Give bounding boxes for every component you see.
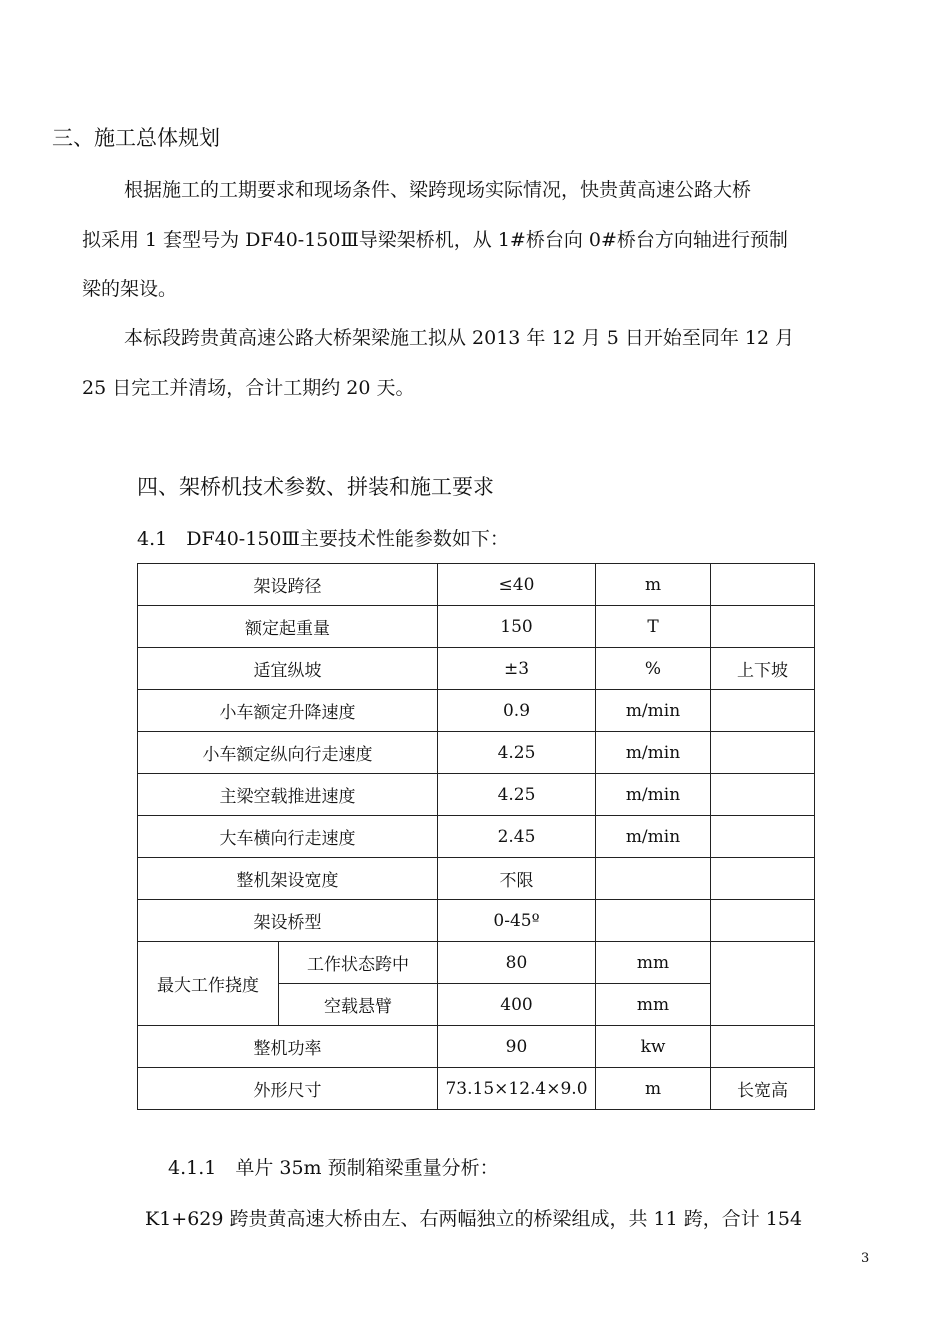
param-value: 2.45 [438, 816, 596, 858]
param-note [711, 774, 815, 816]
param-name: 额定起重量 [138, 606, 438, 648]
param-sub-name: 空载悬臂 [279, 984, 438, 1026]
param-value: ±3 [438, 648, 596, 690]
param-note [711, 816, 815, 858]
table-row [138, 648, 815, 690]
section-3-heading: 三、施工总体规划 [52, 126, 220, 150]
param-name: 整机架设宽度 [138, 858, 438, 900]
param-value: ≤40 [438, 564, 596, 606]
table-row [138, 774, 815, 816]
table-row [138, 690, 815, 732]
table-row [138, 858, 815, 900]
param-name: 主梁空载推进速度 [138, 774, 438, 816]
param-value: 4.25 [438, 732, 596, 774]
param-value: 0-45º [438, 900, 596, 942]
param-unit: kw [596, 1026, 711, 1068]
param-unit: m/min [596, 732, 711, 774]
spec-table [137, 563, 815, 1110]
paragraph-line: 根据施工的工期要求和现场条件、梁跨现场实际情况，快贵黄高速公路大桥 [124, 179, 752, 201]
param-unit: mm [596, 984, 711, 1026]
table-row [138, 1026, 815, 1068]
param-note [711, 1026, 815, 1068]
table-row [138, 900, 815, 942]
table-row [138, 564, 815, 606]
param-value: 80 [438, 942, 596, 984]
param-unit: mm [596, 942, 711, 984]
param-value: 400 [438, 984, 596, 1026]
param-name: 小车额定升降速度 [138, 690, 438, 732]
table-row [138, 606, 815, 648]
param-unit [596, 900, 711, 942]
param-name: 架设跨径 [138, 564, 438, 606]
param-unit: m [596, 1068, 711, 1110]
param-value: 4.25 [438, 774, 596, 816]
param-sub-name: 工作状态跨中 [279, 942, 438, 984]
param-unit: m/min [596, 774, 711, 816]
param-unit [596, 858, 711, 900]
param-note [711, 732, 815, 774]
table-row [138, 942, 815, 984]
param-note [711, 606, 815, 648]
table-row [138, 816, 815, 858]
param-value: 150 [438, 606, 596, 648]
param-value: 不限 [438, 858, 596, 900]
param-note: 上下坡 [711, 648, 815, 690]
param-name: 架设桥型 [138, 900, 438, 942]
paragraph-line: 25 日完工并清场，合计工期约 20 天。 [82, 377, 415, 399]
table-row [138, 1068, 815, 1110]
param-unit: m/min [596, 816, 711, 858]
param-note [711, 564, 815, 606]
param-name: 外形尺寸 [138, 1068, 438, 1110]
paragraph-line: 梁的架设。 [82, 278, 178, 300]
section-4-1-1-heading: 4.1.1 单片 35m 预制箱梁重量分析： [168, 1157, 499, 1179]
page-number: 3 [861, 1251, 870, 1266]
param-note [711, 942, 815, 1026]
param-name: 适宜纵坡 [138, 648, 438, 690]
param-value: 90 [438, 1026, 596, 1068]
param-note [711, 900, 815, 942]
param-name: 整机功率 [138, 1026, 438, 1068]
param-unit: m/min [596, 690, 711, 732]
param-note [711, 690, 815, 732]
param-unit: m [596, 564, 711, 606]
table-row [138, 732, 815, 774]
param-group-name: 最大工作挠度 [138, 942, 279, 1026]
section-4-heading: 四、架桥机技术参数、拼装和施工要求 [137, 475, 494, 499]
param-note [711, 858, 815, 900]
paragraph-line: 本标段跨贵黄高速公路大桥架梁施工拟从 2013 年 12 月 5 日开始至同年 12 月 [124, 327, 795, 349]
param-value: 73.15×12.4×9.0 [438, 1068, 596, 1110]
param-unit: % [596, 648, 711, 690]
section-4-1-heading: 4.1 DF40-150Ⅲ主要技术性能参数如下： [137, 528, 509, 550]
param-unit: T [596, 606, 711, 648]
param-note: 长宽高 [711, 1068, 815, 1110]
param-name: 大车横向行走速度 [138, 816, 438, 858]
paragraph-line: K1+629 跨贵黄高速大桥由左、右两幅独立的桥梁组成，共 11 跨，合计 154 [145, 1208, 803, 1230]
param-name: 小车额定纵向行走速度 [138, 732, 438, 774]
param-value: 0.9 [438, 690, 596, 732]
paragraph-line: 拟采用 1 套型号为 DF40-150Ⅲ导梁架桥机，从 1#桥台向 0#桥台方向轴进行预制 [82, 229, 788, 251]
